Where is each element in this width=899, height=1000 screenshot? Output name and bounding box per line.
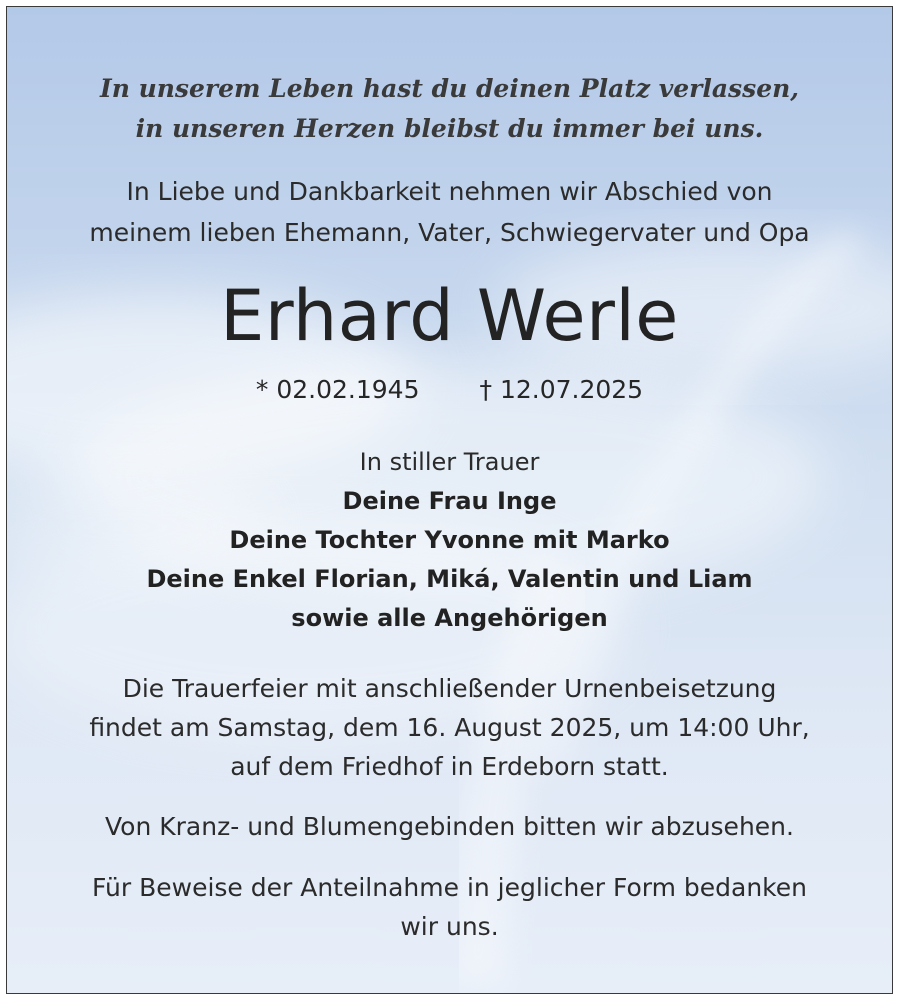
mourner-line: Deine Enkel Florian, Miká, Valentin und Liam	[146, 565, 753, 593]
mourner-line: sowie alle Angehörigen	[291, 604, 608, 632]
intro-line-1: In Liebe und Dankbarkeit nehmen wir Abschied von	[126, 177, 773, 206]
flowers-note: Von Kranz- und Blumengebinden bitten wir abzusehen.	[105, 812, 794, 841]
thanks-line-1: Für Beweise der Anteilnahme in jeglicher Form bedanken	[92, 873, 807, 902]
mourner-line: Deine Frau Inge	[342, 487, 557, 515]
funeral-line-2: findet am Samstag, dem 16. August 2025, um 14:00 Uhr,	[89, 713, 810, 742]
life-dates	[7, 375, 892, 404]
death-date: † 12.07.2025	[479, 375, 644, 404]
funeral-line-1: Die Trauerfeier mit anschließender Urnenbeisetzung	[122, 674, 777, 703]
motto-line-1: In unserem Leben hast du deinen Platz verlassen,	[100, 74, 799, 103]
thanks-line-2: wir uns.	[400, 912, 499, 941]
mourner-line: Deine Tochter Yvonne mit Marko	[229, 526, 670, 554]
deceased-name: Erhard Werle	[220, 275, 679, 357]
mourning-intro: In stiller Trauer	[359, 448, 540, 476]
obituary-card	[6, 6, 893, 994]
funeral-line-3: auf dem Friedhof in Erdeborn statt.	[230, 752, 669, 781]
obituary-text	[7, 7, 892, 993]
motto-line-2: in unseren Herzen bleibst du immer bei uns.	[135, 114, 764, 143]
birth-date: * 02.02.1945	[255, 375, 420, 404]
intro-line-2: meinem lieben Ehemann, Vater, Schwiegervater und Opa	[89, 218, 810, 247]
